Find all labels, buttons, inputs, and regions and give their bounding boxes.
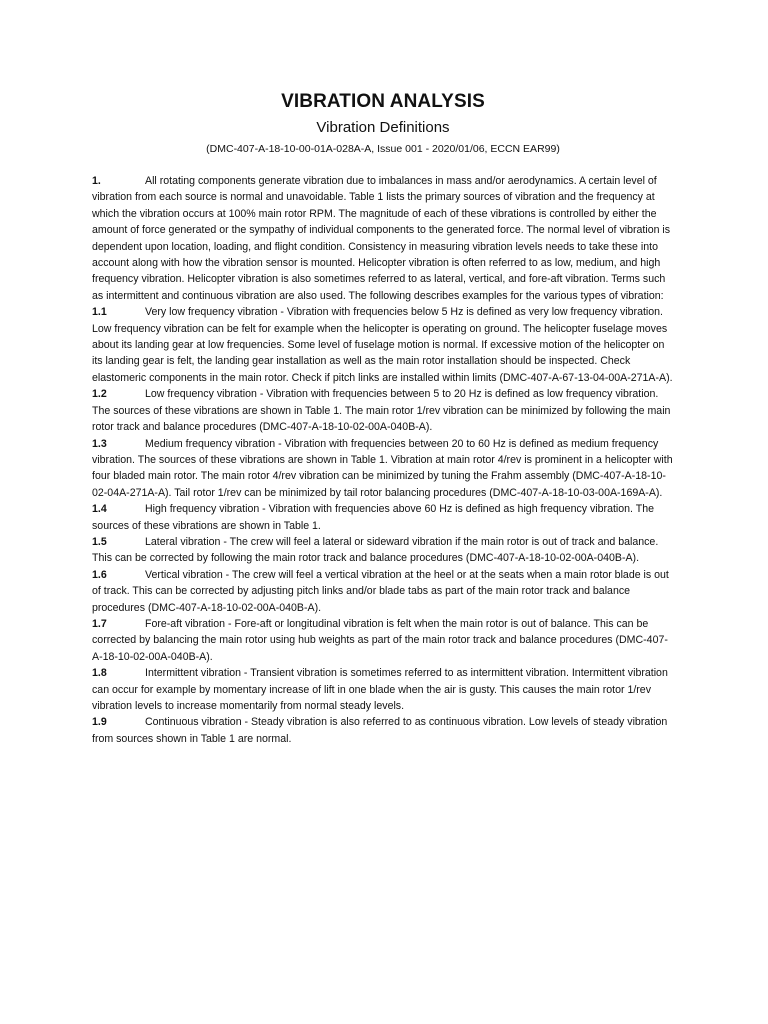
document-page (92, 90, 674, 747)
document-reference: (DMC-407-A-18-10-00-01A-028A-A, Issue 001 - 2020/01/06, ECCN EAR99) (206, 143, 560, 155)
paragraph-text: Low frequency vibration - Vibration with frequencies between 5 to 20 Hz is defined as low frequency vibration. The sources of these vibrations are shown in Table 1. The main rotor 1/rev vibration can be minimized by following the main rotor track and balance procedures (DMC-407-A-18-10-02-00A-040B-A). (92, 388, 671, 434)
paragraph-1-2 (92, 386, 674, 435)
paragraph-text: Intermittent vibration - Transient vibration is sometimes referred to as intermittent vibration. Intermittent vibration can occur for example by momentary increase of lift in one blade when the air is gusty. This causes the main rotor 1/rev vibration levels to increase momentarily from normal steady levels. (92, 667, 668, 712)
paragraph-number: 1.6 (92, 568, 107, 581)
paragraph-text: Lateral vibration - The crew will feel a lateral or sideward vibration if the main rotor is out of track and balance. This can be corrected by following the main rotor track and balance procedures (DMC-407-A-18-10-02-00A-040B-A). (92, 535, 659, 565)
paragraph-1 (92, 173, 674, 304)
page-subtitle: Vibration Definitions (316, 119, 450, 136)
paragraph-number: 1.9 (92, 716, 107, 729)
paragraph-text: Medium frequency vibration - Vibration with frequencies between 20 to 60 Hz is defined as medium frequency vibration. The sources of these vibrations are shown in Table 1. Vibration at main rotor 4/rev is prominent in a helicopter with four bladed main rotor. The main rotor 4/rev vibration can be minimized by tuning the Frahm assembly (DMC-407-A-18-10-02-04A-271A-A). Tail rotor 1/rev can be minimized by tail rotor balancing procedures (DMC-407-A-18-10-03-00A-169A-A). (92, 437, 673, 499)
paragraph-number: 1.2 (92, 388, 107, 401)
paragraph-1-4 (92, 501, 674, 534)
paragraph-1-7 (92, 616, 674, 665)
paragraph-1-8 (92, 665, 674, 714)
paragraph-number: 1.3 (92, 437, 107, 450)
paragraph-1-1 (92, 304, 674, 386)
paragraph-1-5 (92, 534, 674, 567)
paragraph-text: All rotating components generate vibration due to imbalances in mass and/or aerodynamics. A certain level of vibration from each source is normal and unavoidable. Table 1 lists the primary sources of vibration and the frequency at which the vibration occurs at 100% main rotor RPM. The magnitude of each of these vibrations is controlled by either the amount of force generated or the sympathy of individual components to the generated force. The normal level of vibration is dependent upon location, loading, and flight condition. Consistency in measuring vibration levels needs to take these into account along with how the vibration sensor is mounted. Helicopter vibration is often referred to as low, medium, and high frequency vibration. Helicopter vibration is also sometimes referred to as lateral, vertical, and fore-aft vibration. Terms such as intermittent and continuous vibration are also used. The following describes examples for the various types of vibration: (92, 175, 671, 302)
paragraph-text: High frequency vibration - Vibration with frequencies above 60 Hz is defined as high frequency vibration. The sources of these vibrations are shown in Table 1. (92, 503, 654, 532)
paragraph-number: 1.1 (92, 306, 107, 319)
paragraph-number: 1.4 (92, 503, 107, 516)
document-body (92, 173, 674, 747)
paragraph-number: 1.8 (92, 667, 107, 680)
paragraph-text: Very low frequency vibration - Vibration with frequencies below 5 Hz is defined as very low frequency vibration. Low frequency vibration can be felt for example when the helicopter is operating on ground. The helicopter fuselage moves about its landing gear at low frequencies. Some level of fuselage motion is normal. If excessive motion of the helicopter on its landing gear is felt, the landing gear installation as well as the main rotor installation should be inspected. Check elastomeric components in the main rotor. Check if pitch links are installed within limits (DMC-407-A-67-13-04-00A-271A-A). (92, 306, 673, 384)
page-title: VIBRATION ANALYSIS (281, 91, 485, 112)
paragraph-number: 1.7 (92, 617, 107, 630)
paragraph-text: Vertical vibration - The crew will feel a vertical vibration at the heel or at the seats when a main rotor blade is out of track. This can be corrected by adjusting pitch links and/or blade tabs as part of the main rotor track and balance procedures (DMC-407-A-18-10-02-00A-040B-A). (92, 568, 669, 614)
paragraph-number: 1. (92, 175, 101, 187)
paragraph-text: Continuous vibration - Steady vibration is also referred to as continuous vibration. Low levels of steady vibration from sources shown in Table 1 are normal. (92, 716, 668, 745)
paragraph-1-9 (92, 714, 674, 747)
paragraph-1-6 (92, 567, 674, 616)
paragraph-1-3 (92, 436, 674, 502)
paragraph-text: Fore-aft vibration - Fore-aft or longitudinal vibration is felt when the main rotor is out of balance. This can be corrected by balancing the main rotor using hub weights as part of the main rotor track and balance procedures (DMC-407-A-18-10-02-00A-040B-A). (92, 617, 668, 663)
paragraph-number: 1.5 (92, 535, 107, 548)
